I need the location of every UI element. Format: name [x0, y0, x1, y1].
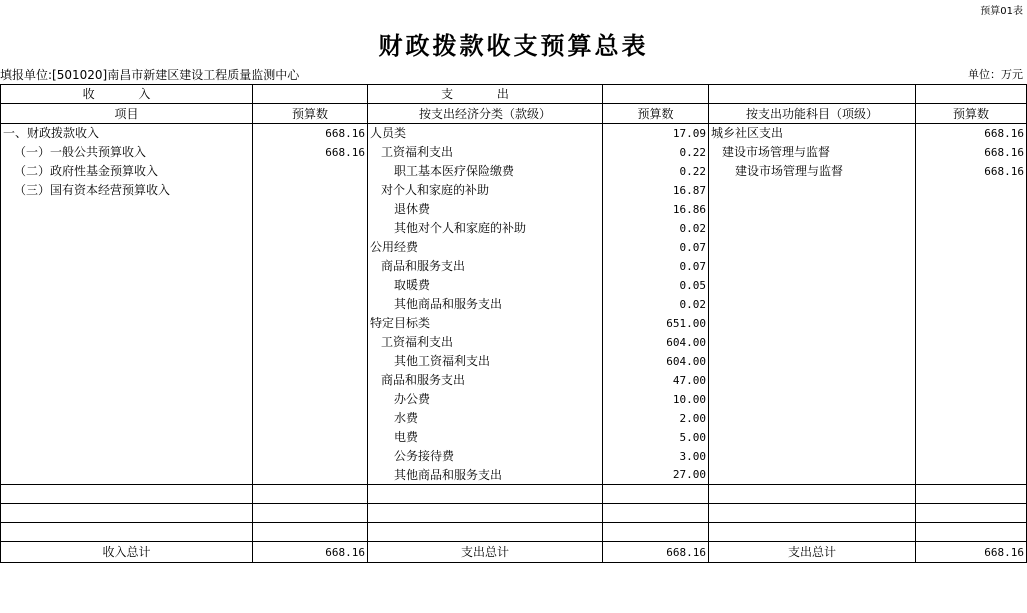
income-amount-cell — [253, 162, 368, 181]
income-item-cell — [1, 504, 253, 523]
func-item-cell — [709, 314, 916, 333]
header-blank — [603, 85, 709, 104]
func-amount-cell — [916, 257, 1027, 276]
income-item-cell — [1, 447, 253, 466]
page-title: 财政拨款收支预算总表 — [378, 31, 649, 60]
econ-amount-cell: 0.07 — [603, 257, 709, 276]
func-item-cell — [709, 371, 916, 390]
table-row — [1, 162, 1027, 181]
income-item-cell: （三）国有资本经营预算收入 — [1, 181, 253, 200]
econ-amount-cell: 0.02 — [603, 219, 709, 238]
econ-item-cell: 其他对个人和家庭的补助 — [368, 219, 603, 238]
econ-item-header: 按支出经济分类（款级） — [368, 104, 603, 124]
table-row — [1, 333, 1027, 352]
econ-item-cell: 其他商品和服务支出 — [368, 295, 603, 314]
table-row — [1, 428, 1027, 447]
header-blank — [916, 85, 1027, 104]
econ-item-cell — [368, 485, 603, 504]
income-amount-header: 预算数 — [253, 104, 368, 124]
table-row — [1, 276, 1027, 295]
econ-item-cell: 电费 — [368, 428, 603, 447]
func-item-cell — [709, 276, 916, 295]
func-total-amount: 668.16 — [916, 542, 1027, 563]
income-amount-cell — [253, 504, 368, 523]
econ-amount-cell: 604.00 — [603, 352, 709, 371]
func-amount-cell — [916, 352, 1027, 371]
econ-amount-cell: 0.02 — [603, 295, 709, 314]
func-amount-cell — [916, 409, 1027, 428]
header-row-columns — [1, 104, 1027, 124]
table-row — [1, 390, 1027, 409]
econ-item-cell: 取暖费 — [368, 276, 603, 295]
func-item-cell: 城乡社区支出 — [709, 124, 916, 143]
econ-amount-cell: 10.00 — [603, 390, 709, 409]
income-amount-cell — [253, 181, 368, 200]
form-code: 预算01表 — [980, 6, 1023, 17]
func-amount-cell — [916, 181, 1027, 200]
income-amount-cell — [253, 371, 368, 390]
budget-table — [0, 84, 1027, 563]
income-amount-cell — [253, 257, 368, 276]
income-amount-cell — [253, 295, 368, 314]
table-row — [1, 409, 1027, 428]
func-item-cell — [709, 333, 916, 352]
func-amount-cell — [916, 219, 1027, 238]
econ-item-cell — [368, 504, 603, 523]
func-amount-cell — [916, 333, 1027, 352]
func-amount-cell — [916, 314, 1027, 333]
table-row — [1, 466, 1027, 485]
table-row — [1, 257, 1027, 276]
econ-amount-cell: 2.00 — [603, 409, 709, 428]
income-item-cell — [1, 333, 253, 352]
econ-item-cell: 商品和服务支出 — [368, 371, 603, 390]
table-row — [1, 504, 1027, 523]
income-item-cell: 一、财政拨款收入 — [1, 124, 253, 143]
income-item-cell — [1, 523, 253, 542]
header-row-groups — [1, 85, 1027, 104]
income-amount-cell — [253, 200, 368, 219]
func-amount-cell — [916, 466, 1027, 485]
func-amount-header: 预算数 — [916, 104, 1027, 124]
func-item-cell — [709, 428, 916, 447]
func-item-header: 按支出功能科目（项级） — [709, 104, 916, 124]
table-row — [1, 295, 1027, 314]
econ-amount-cell — [603, 523, 709, 542]
func-item-cell — [709, 181, 916, 200]
table-row — [1, 219, 1027, 238]
func-item-cell — [709, 238, 916, 257]
income-item-cell — [1, 466, 253, 485]
econ-item-cell: 工资福利支出 — [368, 333, 603, 352]
income-item-cell — [1, 485, 253, 504]
table-row — [1, 314, 1027, 333]
econ-amount-cell: 16.87 — [603, 181, 709, 200]
income-amount-cell — [253, 352, 368, 371]
income-item-cell — [1, 352, 253, 371]
econ-item-cell: 水费 — [368, 409, 603, 428]
income-item-cell — [1, 219, 253, 238]
func-item-cell: 建设市场管理与监督 — [709, 143, 916, 162]
func-amount-cell — [916, 485, 1027, 504]
income-amount-cell — [253, 238, 368, 257]
func-item-cell — [709, 219, 916, 238]
econ-item-cell: 对个人和家庭的补助 — [368, 181, 603, 200]
income-item-cell — [1, 314, 253, 333]
func-item-cell — [709, 523, 916, 542]
income-total-amount: 668.16 — [253, 542, 368, 563]
income-total-label: 收入总计 — [1, 542, 253, 563]
income-item-header: 项目 — [1, 104, 253, 124]
func-amount-cell — [916, 276, 1027, 295]
table-row — [1, 447, 1027, 466]
income-item-cell — [1, 371, 253, 390]
income-amount-cell — [253, 485, 368, 504]
func-amount-cell — [916, 238, 1027, 257]
income-amount-cell — [253, 447, 368, 466]
econ-amount-header: 预算数 — [603, 104, 709, 124]
func-amount-cell — [916, 523, 1027, 542]
econ-item-cell: 工资福利支出 — [368, 143, 603, 162]
func-amount-cell — [916, 447, 1027, 466]
income-amount-cell: 668.16 — [253, 143, 368, 162]
econ-amount-cell: 651.00 — [603, 314, 709, 333]
econ-item-cell: 其他工资福利支出 — [368, 352, 603, 371]
income-amount-cell — [253, 466, 368, 485]
econ-item-cell: 特定目标类 — [368, 314, 603, 333]
econ-amount-cell: 0.07 — [603, 238, 709, 257]
income-item-cell — [1, 428, 253, 447]
func-amount-cell — [916, 200, 1027, 219]
money-unit: 单位：万元 — [968, 68, 1023, 81]
income-amount-cell — [253, 219, 368, 238]
econ-amount-cell — [603, 504, 709, 523]
income-amount-cell — [253, 333, 368, 352]
income-amount-cell: 668.16 — [253, 124, 368, 143]
table-row — [1, 485, 1027, 504]
func-item-cell — [709, 504, 916, 523]
table-row — [1, 143, 1027, 162]
econ-item-cell — [368, 523, 603, 542]
econ-item-cell: 其他商品和服务支出 — [368, 466, 603, 485]
func-item-cell — [709, 409, 916, 428]
func-amount-cell: 668.16 — [916, 124, 1027, 143]
econ-amount-cell: 0.22 — [603, 143, 709, 162]
econ-amount-cell: 604.00 — [603, 333, 709, 352]
econ-item-cell: 公务接待费 — [368, 447, 603, 466]
income-amount-cell — [253, 523, 368, 542]
table-row — [1, 200, 1027, 219]
func-item-cell — [709, 352, 916, 371]
income-item-cell — [1, 390, 253, 409]
econ-total-label: 支出总计 — [368, 542, 603, 563]
income-amount-cell — [253, 428, 368, 447]
income-item-cell — [1, 409, 253, 428]
econ-item-cell: 商品和服务支出 — [368, 257, 603, 276]
func-total-label: 支出总计 — [709, 542, 916, 563]
table-row — [1, 181, 1027, 200]
econ-amount-cell: 0.05 — [603, 276, 709, 295]
header-blank — [709, 85, 916, 104]
econ-item-cell: 退休费 — [368, 200, 603, 219]
func-amount-cell — [916, 504, 1027, 523]
reporting-unit: 填报单位:[501020]南昌市新建区建设工程质量监测中心 — [0, 68, 300, 82]
econ-amount-cell: 0.22 — [603, 162, 709, 181]
income-amount-cell — [253, 390, 368, 409]
income-item-cell — [1, 295, 253, 314]
econ-total-amount: 668.16 — [603, 542, 709, 563]
func-item-cell — [709, 447, 916, 466]
func-amount-cell: 668.16 — [916, 143, 1027, 162]
econ-amount-cell: 17.09 — [603, 124, 709, 143]
econ-amount-cell: 47.00 — [603, 371, 709, 390]
income-item-cell — [1, 257, 253, 276]
func-item-cell: 建设市场管理与监督 — [709, 162, 916, 181]
table-row — [1, 124, 1027, 143]
income-item-cell — [1, 200, 253, 219]
econ-amount-cell: 3.00 — [603, 447, 709, 466]
table-row — [1, 523, 1027, 542]
income-item-cell: （二）政府性基金预算收入 — [1, 162, 253, 181]
func-item-cell — [709, 466, 916, 485]
func-item-cell — [709, 257, 916, 276]
header-blank — [253, 85, 368, 104]
econ-item-cell: 职工基本医疗保险缴费 — [368, 162, 603, 181]
func-item-cell — [709, 485, 916, 504]
func-amount-cell: 668.16 — [916, 162, 1027, 181]
func-amount-cell — [916, 295, 1027, 314]
income-item-cell — [1, 276, 253, 295]
econ-amount-cell: 27.00 — [603, 466, 709, 485]
econ-amount-cell: 16.86 — [603, 200, 709, 219]
table-row — [1, 352, 1027, 371]
func-amount-cell — [916, 371, 1027, 390]
income-group-header: 收 入 — [1, 85, 253, 104]
econ-amount-cell — [603, 485, 709, 504]
table-row — [1, 238, 1027, 257]
income-item-cell — [1, 238, 253, 257]
income-amount-cell — [253, 314, 368, 333]
func-amount-cell — [916, 390, 1027, 409]
income-amount-cell — [253, 276, 368, 295]
econ-item-cell: 公用经费 — [368, 238, 603, 257]
econ-item-cell: 人员类 — [368, 124, 603, 143]
econ-item-cell: 办公费 — [368, 390, 603, 409]
func-item-cell — [709, 295, 916, 314]
income-amount-cell — [253, 409, 368, 428]
income-item-cell: （一）一般公共预算收入 — [1, 143, 253, 162]
func-item-cell — [709, 390, 916, 409]
totals-row — [1, 542, 1027, 563]
expense-group-header: 支 出 — [368, 85, 603, 104]
func-amount-cell — [916, 428, 1027, 447]
econ-amount-cell: 5.00 — [603, 428, 709, 447]
table-row — [1, 371, 1027, 390]
func-item-cell — [709, 200, 916, 219]
